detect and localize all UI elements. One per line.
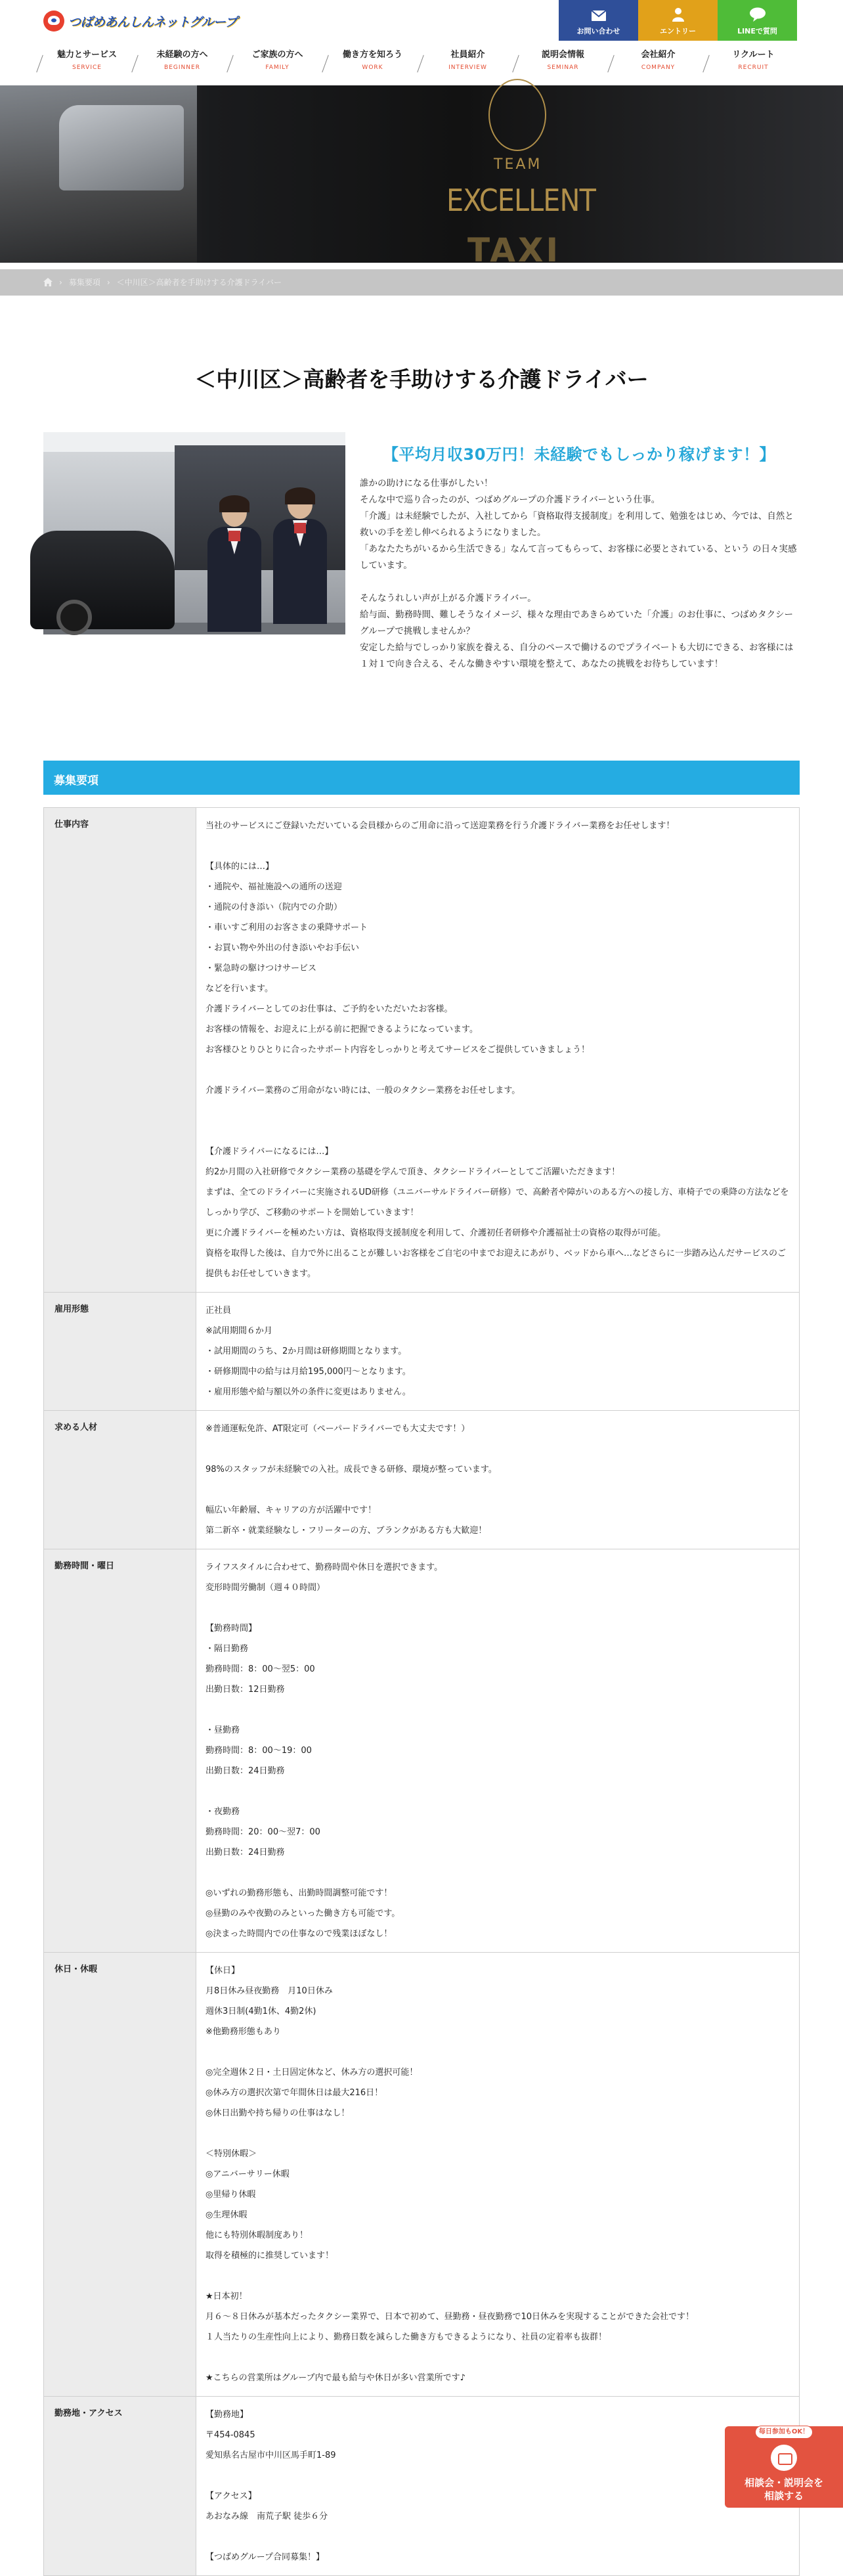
row-value-line: ・お買い物や外出の付き添いやお手伝い — [205, 943, 360, 953]
breadcrumb-item-recruit[interactable]: 募集要項 — [68, 278, 100, 287]
mail-icon — [591, 10, 607, 22]
row-value-line: ◎里帰り休暇 — [205, 2190, 256, 2200]
row-value-line: 変形時間労働制（週４０時間） — [205, 1583, 326, 1593]
figure-scarf — [228, 531, 240, 541]
row-value-line: 正社員 — [205, 1306, 232, 1316]
row-value-line: １人当たりの生産性向上により、勤務日数を減らした働き方もできるようになり、社員の定着率も抜群！ — [205, 2332, 607, 2342]
row-value-line: ＜特別休暇＞ — [205, 2149, 257, 2159]
figure-scarf — [294, 523, 306, 533]
row-value-line: 幅広い年齢層、キャリアの方が活躍中です！ — [205, 1505, 377, 1515]
intro-line: そんな中で巡り合ったのが、つばめグループの介護ドライバーという仕事。 — [360, 495, 660, 505]
nav-sublabel: RECRUIT — [738, 64, 769, 71]
row-value-line — [205, 2266, 790, 2286]
contact-button[interactable] — [559, 0, 638, 41]
nav-label: 社員紹介 — [450, 50, 485, 60]
car-window — [59, 105, 184, 190]
floating-button-tag: 毎日参加もOK！ — [755, 2426, 813, 2439]
table-row — [44, 1411, 799, 1549]
staff-figure-1 — [207, 498, 260, 629]
hero-car-text-taxi: TAXI — [467, 231, 561, 269]
global-nav — [39, 49, 801, 78]
row-value-line: お客様ひとりひとりに合ったサポート内容をしっかりと考えてサービスをご提供していきましょう！ — [205, 1045, 590, 1055]
row-value-line: ★日本初！ — [205, 2292, 248, 2301]
hero-car-text-excellent: EXCELLENT — [446, 183, 596, 218]
row-value-line: 98%のスタッフが未経験での入社。成長できる研修、環境が整っています。 — [205, 1465, 497, 1475]
row-value-line: 介護ドライバーとしてのお仕事は、ご予約をいただいたお客様。 — [205, 1004, 453, 1014]
figure-hair — [285, 487, 315, 504]
row-value-line: 月６〜８日休みが基本だったタクシー業界で、日本で初めて、昼勤務・昼夜勤務で10日休みを実現することができた会社です！ — [205, 2312, 695, 2322]
hero-image — [0, 85, 843, 269]
nav-sublabel: SERVICE — [72, 64, 102, 71]
row-value-line: ・緊急時の駆けつけサービス — [205, 964, 317, 973]
floating-button-label[interactable] — [725, 2476, 843, 2502]
row-value-line — [205, 1598, 790, 1618]
row-value-line: 【具体的には…】 — [205, 862, 274, 872]
row-label: 勤務地・アクセス — [44, 2397, 196, 2575]
row-value-line — [205, 1101, 790, 1121]
swallow-logo-icon — [43, 11, 64, 32]
row-value-line: ライフスタイルに合わせて、勤務時間や休日を選択できます。 — [205, 1563, 443, 1572]
row-value-line — [205, 836, 790, 856]
entry-button-label: エントリー — [660, 27, 696, 35]
row-value — [196, 1953, 799, 2396]
row-value-line — [205, 1060, 790, 1080]
calendar-icon — [771, 2445, 797, 2471]
row-value-line: 勤務時間：20：00〜翌7：00 — [205, 1827, 320, 1837]
site-header — [0, 0, 843, 85]
intro-line: 安定した給与でしっかり家族を養える、自分のペースで働けるのでプライベートも大切にできる、お客様には１対１で向き合える、そんな働きやすい環境を整えて、あなたの挑戦をお待ちしています！ — [360, 642, 794, 669]
nav-item-company[interactable] — [611, 49, 706, 78]
row-value-line: ※他勤務形態もあり — [205, 2027, 281, 2037]
row-value-line — [205, 2466, 790, 2486]
job-details-table — [43, 807, 800, 2576]
logo-text: つばめあんしんネットグループ — [68, 14, 238, 30]
row-value-line: ◎昼勤のみや夜勤のみといった働き方も可能です。 — [205, 1909, 400, 1919]
intro-line: 「あなたたちがいるから生活できる」なんて言ってもらって、お客様に必要とされている、という の日々実感しています。 — [360, 544, 797, 571]
taxi-emblem-icon — [488, 79, 546, 151]
row-label: 求める人材 — [44, 1411, 196, 1549]
floating-button-line-2: 相談する — [764, 2490, 804, 2502]
row-value — [196, 808, 799, 1292]
nav-item-interview[interactable] — [420, 49, 515, 78]
nav-label: ご家族の方へ — [251, 50, 303, 60]
page-title: ＜中川区＞高齢者を手助けする介護ドライバー — [194, 366, 649, 392]
row-value-line: ◎いずれの勤務形態も、出勤時間調整可能です！ — [205, 1888, 393, 1898]
row-value-line — [205, 2527, 790, 2547]
row-value-line — [205, 2347, 790, 2368]
chat-icon — [749, 7, 766, 22]
row-value-line: 他にも特別休暇制度あり！ — [205, 2231, 309, 2240]
row-value-line: ・通院の付き添い（院内での介助） — [205, 902, 343, 912]
row-value-line: ・通院や、福祉施設への通所の送迎 — [205, 882, 342, 892]
row-label: 仕事内容 — [44, 808, 196, 1292]
row-value-line: 介護ドライバー業務のご用命がない時には、一般のタクシー業務をお任せします。 — [205, 1086, 521, 1096]
row-value — [196, 1293, 799, 1410]
row-value-line: ◎完全週休２日・土日固定休など、休み方の選択可能！ — [205, 2068, 418, 2077]
row-value-line: ・車いすご利用のお客さまの乗降サポート — [205, 923, 368, 933]
row-value-line: ・試用期間のうち、2か月間は研修期間となります。 — [205, 1346, 407, 1356]
row-value-line: ◎生理休暇 — [205, 2210, 248, 2220]
row-label: 勤務時間・曜日 — [44, 1549, 196, 1952]
row-value-line: 当社のサービスにご登録いただいている会員様からのご用命に沿って送迎業務を行う介護ドライバー業務をお任せします！ — [205, 821, 675, 831]
intro-line: そんなうれしい声が上がる介護ドライバー。 — [360, 593, 536, 604]
row-value-line — [205, 1781, 790, 1802]
nav-item-beginner[interactable] — [135, 49, 230, 78]
site-logo[interactable] — [43, 11, 237, 32]
table-row — [44, 1953, 799, 2397]
breadcrumb — [43, 277, 282, 288]
lead-headline: 【平均月収30万円！未経験でもしっかり稼げます！】 — [383, 445, 775, 464]
row-value-line: 勤務時間：8：00〜翌5：00 — [205, 1664, 315, 1674]
row-value-line: ◎アニバーサリー休暇 — [205, 2169, 290, 2179]
nav-sublabel: COMPANY — [641, 64, 676, 71]
intro-line: 給与面、勤務時間、難しそうなイメージ、様々な理由であきらめていた「介護」のお仕事に、つばめタクシーグループで挑戦しませんか？ — [360, 610, 794, 636]
row-value-line: ◎決まった時間内での仕事なので残業ほぼなし！ — [205, 1929, 393, 1939]
intro-line: 「介護」は未経験でしたが、入社してから「資格取得支援制度」を利用して、勉強をはじめ、今では、自然と救いの手を差し伸べられるようになりました。 — [360, 511, 794, 538]
row-value-line: などを行います。 — [205, 984, 273, 994]
row-value-line — [205, 1439, 790, 1459]
entry-button[interactable] — [638, 0, 718, 41]
row-value-line: 第二新卒・就業経験なし・フリーターの方、ブランクがある方も大歓迎！ — [205, 1526, 487, 1536]
row-value-line: お客様の情報を、お迎えに上がる前に把握できるようになっています。 — [205, 1025, 478, 1034]
row-value-line: ◎休日出勤や持ち帰りの仕事はなし！ — [205, 2108, 350, 2118]
row-value-line: あおなみ線 南荒子駅 徒歩６分 — [205, 2512, 328, 2521]
row-label: 休日・休暇 — [44, 1953, 196, 2396]
nav-item-work[interactable] — [325, 49, 420, 78]
line-question-button[interactable] — [718, 0, 797, 41]
row-value-line: 【アクセス】 — [205, 2491, 257, 2501]
row-value — [196, 2397, 799, 2575]
nav-label: 魅力とサービス — [56, 50, 117, 60]
row-value-line: 〒454-0845 — [205, 2430, 255, 2440]
row-value-line: ・隔日勤務 — [205, 1644, 249, 1654]
row-value-line: 資格を取得した後は、自力で外に出ることが難しいお客様をご自宅の中までお迎えにあがり、ベッドから車へ…などさらに一歩踏み込んだサービスのご提供もお任せしていきます。 — [205, 1249, 787, 1279]
row-value-line: 【休日】 — [205, 1966, 240, 1976]
nav-label: 会社紹介 — [641, 50, 676, 60]
row-value-line: 【介護ドライバーになるには…】 — [205, 1147, 334, 1157]
row-value-line: ・研修期間中の給与は月給195,000円〜となります。 — [205, 1367, 411, 1377]
row-value-line: 月8日休み昼夜勤務 月10日休み — [205, 1986, 333, 1996]
home-icon[interactable] — [43, 278, 53, 286]
row-value-line: まずは、全てのドライバーに実施されるUD研修（ユニバーサルドライバー研修）で、高齢者や障がいのある方への接し方、車椅子での乗降の方法などをしっかり学び、ご移動のサポートを開始していきます！ — [205, 1188, 789, 1218]
section-heading: 募集要項 — [43, 761, 800, 795]
chevron-right-icon: › — [59, 277, 62, 287]
row-value-line: 【勤務時間】 — [205, 1624, 257, 1633]
contact-button-label: お問い合わせ — [576, 27, 620, 35]
row-value — [196, 1549, 799, 1952]
row-value-line: ※普通運転免許、AT限定可（ペーパードライバーでも大丈夫です！） — [205, 1424, 470, 1434]
intro-line: 誰かの助けになる仕事がしたい！ — [360, 478, 493, 489]
photo-wheel — [56, 600, 92, 635]
nav-item-family[interactable] — [230, 49, 325, 78]
row-value-line: 更に介護ドライバーを極めたい方は、資格取得支援制度を利用して、介護初任者研修や介護福祉士の資格の取得が可能。 — [205, 1228, 666, 1238]
nav-label: 未経験の方へ — [156, 50, 208, 60]
row-value-line: 取得を積極的に推奨しています！ — [205, 2251, 334, 2261]
row-value-line: 愛知県名古屋市中川区馬手町1-89 — [205, 2451, 336, 2460]
row-value-line: 約2か月間の入社研修でタクシー業務の基礎を学んで頂き、タクシードライバーとしてご活躍いただきます！ — [205, 1167, 620, 1177]
row-value-line — [205, 1863, 790, 1883]
figure-hair — [219, 495, 249, 512]
nav-item-service[interactable] — [39, 49, 135, 78]
person-icon — [672, 7, 685, 22]
table-row — [44, 1549, 799, 1953]
nav-sublabel: BEGINNER — [164, 64, 200, 71]
row-value-line: 出勤日数：12日勤務 — [205, 1685, 285, 1695]
intro-text — [360, 476, 798, 673]
row-value-line: 週休3日制(4勤1休、4勤2休) — [205, 2007, 316, 2016]
staff-figure-2 — [273, 490, 329, 629]
nav-label: 説明会情報 — [541, 50, 584, 60]
row-value-line — [205, 2123, 790, 2144]
nav-sublabel: WORK — [362, 64, 383, 71]
row-value-line — [205, 1121, 790, 1142]
row-value-line — [205, 1480, 790, 1500]
nav-sublabel: FAMILY — [265, 64, 290, 71]
nav-label: 働き方を知ろう — [342, 50, 402, 60]
photo-taxi — [30, 531, 175, 629]
nav-item-recruit[interactable] — [706, 49, 801, 78]
row-value-line: 出勤日数：24日勤務 — [205, 1848, 285, 1857]
row-value-line: ★こちらの営業所はグループ内で最も給与や休日が多い営業所です♪ — [205, 2373, 465, 2383]
hero-car-text-team: TEAM — [494, 156, 542, 173]
table-row — [44, 2397, 799, 2576]
nav-sublabel: INTERVIEW — [448, 64, 487, 71]
header-buttons — [559, 0, 797, 41]
row-value-line — [205, 2042, 790, 2062]
row-label: 雇用形態 — [44, 1293, 196, 1410]
row-value-line: ◎休み方の選択次第で年間休日は最大216日！ — [205, 2088, 383, 2098]
row-value-line: ・昼勤務 — [205, 1725, 240, 1735]
row-value-line: 出勤日数：24日勤務 — [205, 1766, 285, 1776]
nav-item-seminar[interactable] — [515, 49, 611, 78]
floating-button-line-1: 相談会・説明会を — [744, 2477, 823, 2489]
nav-sublabel: SEMINAR — [547, 64, 579, 71]
row-value-line: ・夜勤務 — [205, 1807, 240, 1817]
row-value-line — [205, 1700, 790, 1720]
staff-photo — [43, 432, 345, 634]
intro-line — [360, 574, 798, 590]
row-value-line: 【勤務地】 — [205, 2410, 249, 2420]
table-row — [44, 1293, 799, 1411]
nav-label: リクルート — [732, 50, 775, 60]
table-row — [44, 808, 799, 1293]
breadcrumb-item-current: ＜中川区＞高齢者を手助けする介護ドライバー — [116, 278, 282, 287]
row-value-line: ※試用期間６か月 — [205, 1326, 272, 1336]
row-value — [196, 1411, 799, 1549]
chevron-right-icon: › — [106, 277, 110, 287]
row-value-line: 【つばめグループ合同募集！】 — [205, 2552, 324, 2562]
line-button-label: LINEで質問 — [737, 27, 777, 35]
row-value-line: 勤務時間：8：00〜19：00 — [205, 1746, 312, 1756]
row-value-line: ・雇用形態や給与額以外の条件に変更はありません。 — [205, 1387, 411, 1397]
